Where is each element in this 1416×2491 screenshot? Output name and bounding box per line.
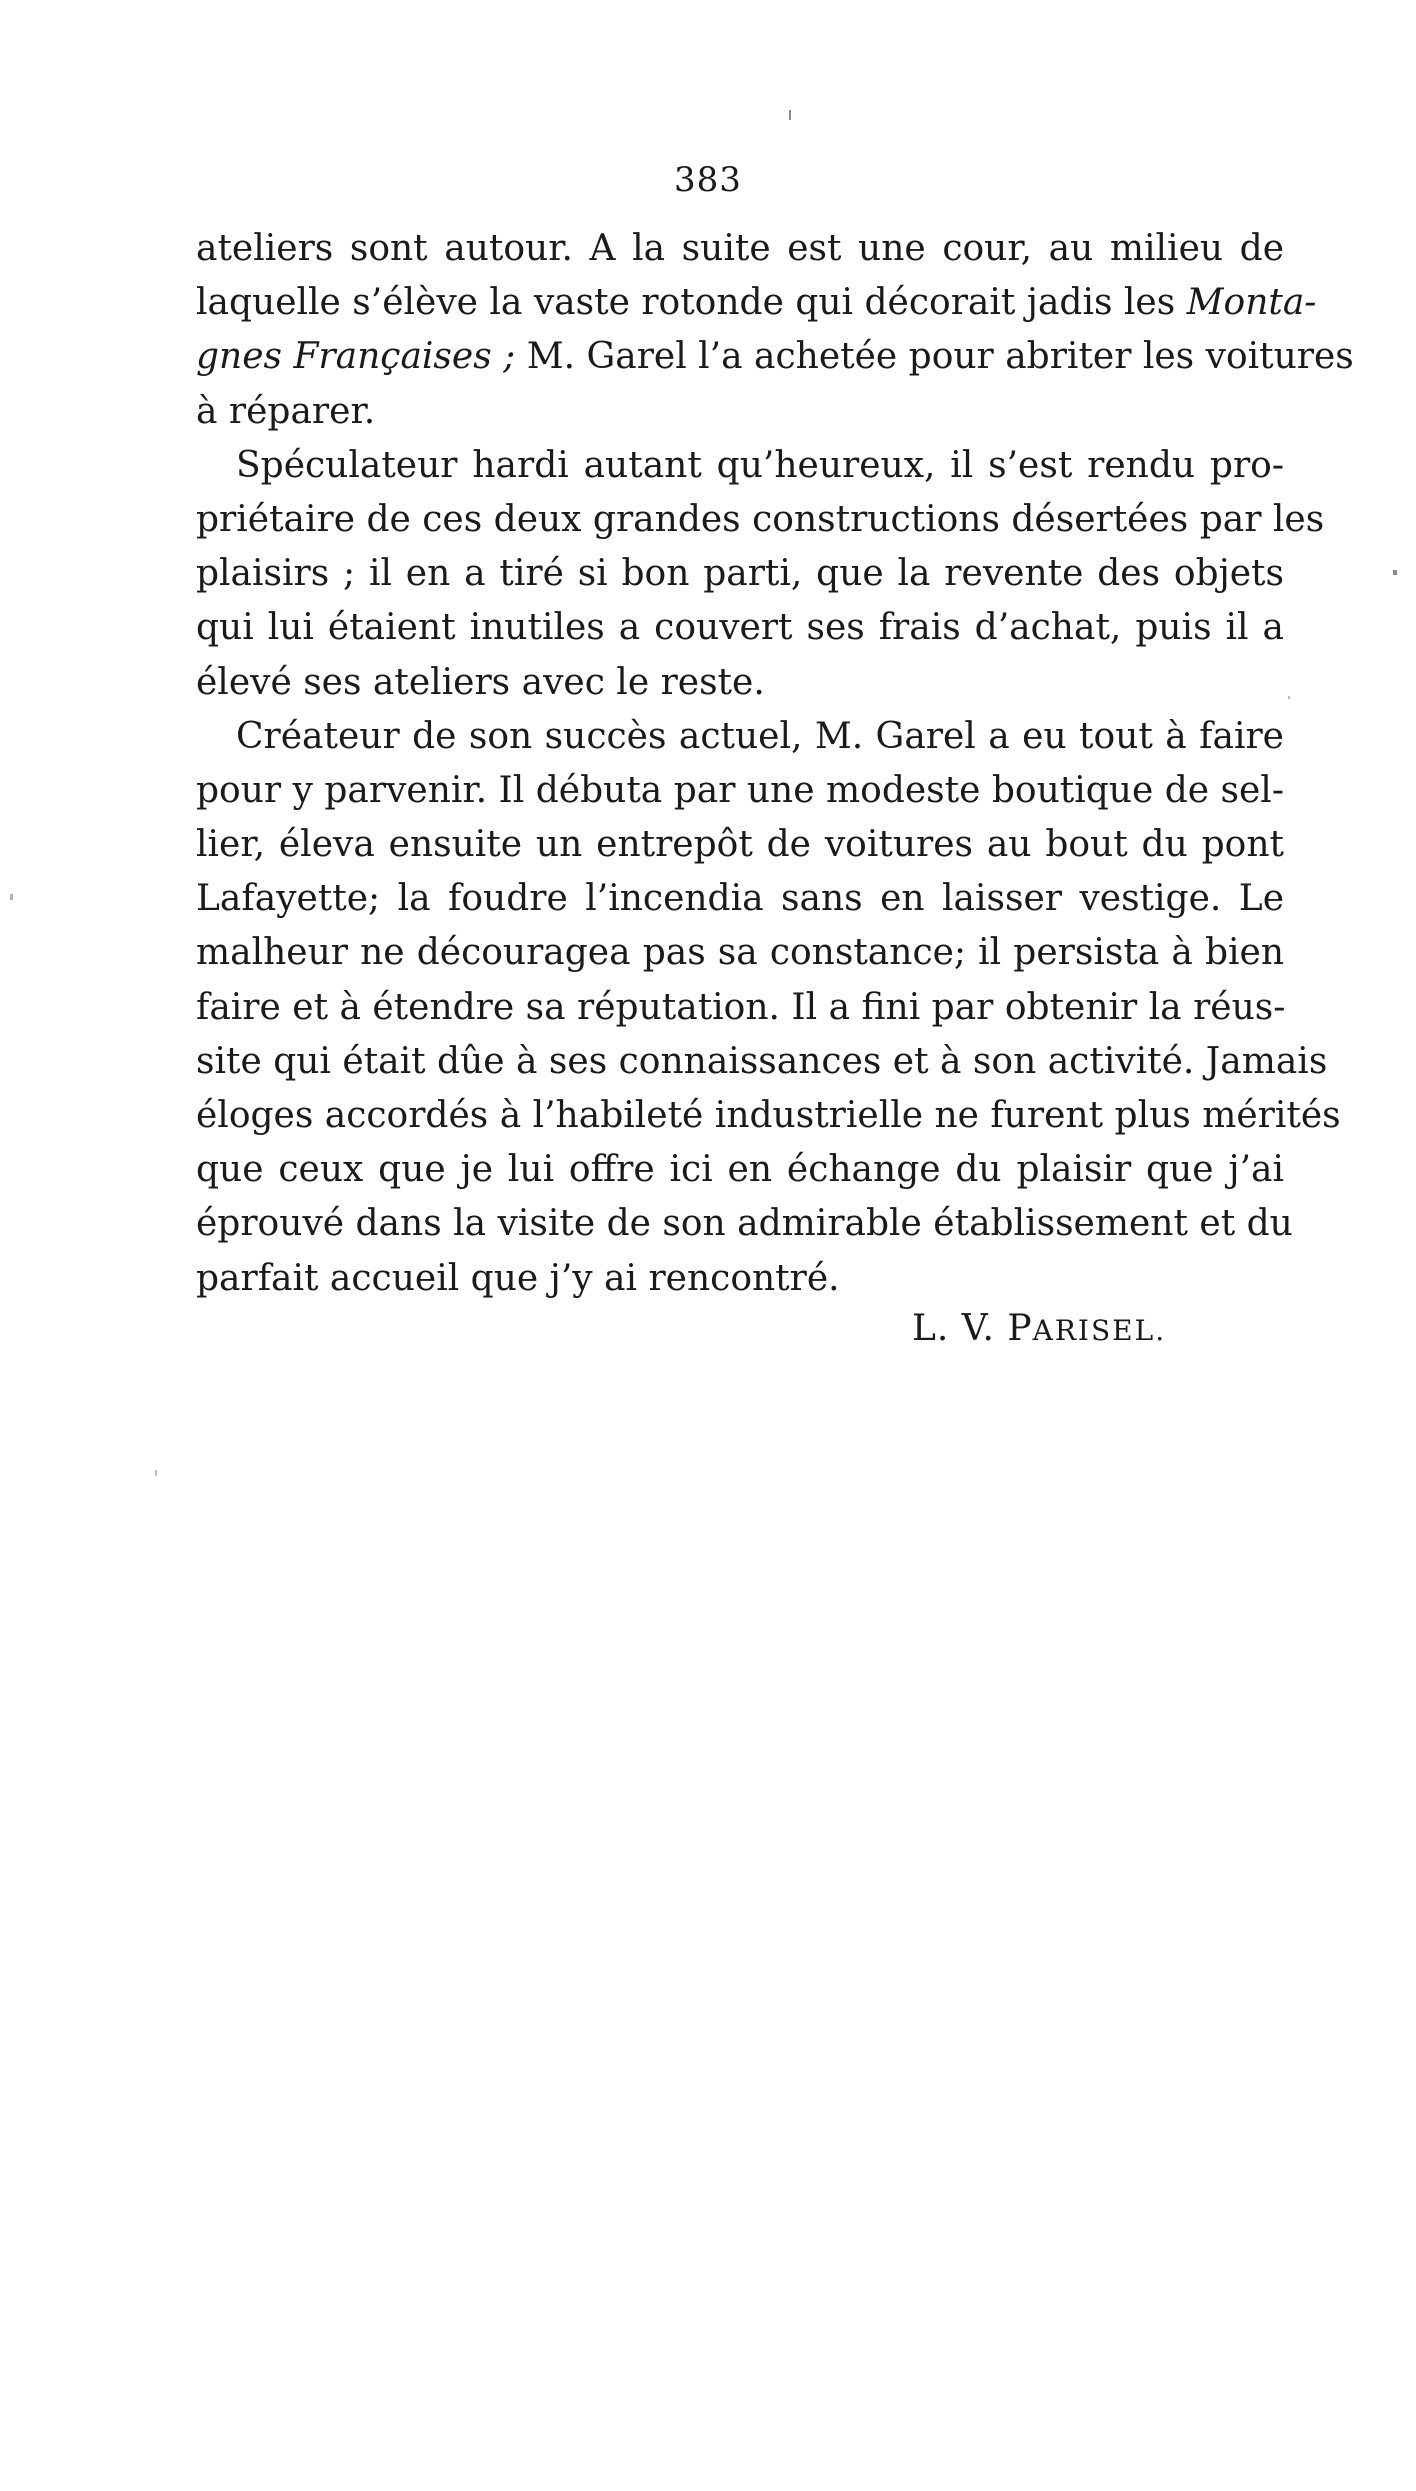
- text-run: M. Garel l’a achetée pour abriter les voitures: [526, 336, 1354, 378]
- text-line: [196, 276, 1317, 330]
- scan-speck: [789, 110, 791, 120]
- text-line: [196, 872, 1284, 926]
- text-run: lier, éleva ensuite un entrepôt de voitures au bout du pont: [196, 824, 1284, 866]
- text-run: ateliers sont autour. A la suite est une cour, au milieu de: [196, 228, 1284, 269]
- text-line: [196, 710, 1284, 764]
- text-run: pour y parvenir. Il débuta par une modeste boutique de sel-: [196, 769, 1284, 811]
- text-run: malheur ne découragea pas sa constance; il persista à bien: [196, 932, 1284, 974]
- text-line: [196, 493, 1325, 547]
- text-line: [196, 330, 1354, 384]
- text-line: [196, 1197, 1293, 1251]
- text-run: que ceux que je lui offre ici en échange du plaisir que j’ai: [196, 1149, 1284, 1191]
- page-number: 383: [674, 160, 742, 200]
- signature-initials: L. V. P: [912, 1308, 1033, 1349]
- body-text: [196, 222, 1354, 1306]
- text-run: Créateur de son succès actuel, M. Garel a eu tout à faire: [236, 715, 1284, 757]
- scan-speck: [155, 1470, 157, 1476]
- text-run: faire et à étendre sa réputation. Il a fini par obtenir la réus-: [196, 986, 1286, 1028]
- italic-text-run: Monta-: [1186, 282, 1317, 324]
- text-line: [196, 547, 1284, 601]
- text-run: éprouvé dans la visite de son admirable établissement et du: [196, 1203, 1293, 1245]
- text-line: [196, 1252, 1284, 1306]
- text-line: [196, 439, 1284, 493]
- text-run: parfait accueil que j’y ai rencontré.: [196, 1257, 840, 1299]
- text-line: [196, 1143, 1284, 1197]
- text-run: élevé ses ateliers avec le reste.: [196, 661, 765, 703]
- text-run: site qui était dûe à ses connaissances et à son activité. Jamais: [196, 1040, 1328, 1082]
- text-run: priétaire de ces deux grandes constructions désertées par les: [196, 498, 1325, 540]
- scan-speck: [1393, 570, 1397, 575]
- text-run: Spéculateur hardi autant qu’heureux, il s’est rendu pro-: [236, 444, 1284, 486]
- text-run: à réparer.: [196, 390, 376, 432]
- italic-text-run: gnes Françaises ;: [196, 336, 516, 378]
- text-run: éloges accordés à l’habileté industrielle ne furent plus mérités: [196, 1095, 1341, 1136]
- author-signature: [912, 1302, 1166, 1358]
- text-run: laquelle s’élève la vaste rotonde qui décorait jadis les: [196, 282, 1176, 324]
- text-line: [196, 926, 1284, 980]
- scan-speck: [10, 894, 13, 900]
- text-run: qui lui étaient inutiles a couvert ses frais d’achat, puis il a: [196, 607, 1284, 649]
- text-run: plaisirs ; il en a tiré si bon parti, que la revente des objets: [196, 553, 1284, 595]
- text-line: [196, 1089, 1341, 1143]
- text-line: [196, 601, 1284, 655]
- signature-surname: ARISEL.: [1032, 1314, 1167, 1347]
- text-run: Lafayette; la foudre l’incendia sans en laisser vestige. Le: [196, 878, 1284, 920]
- text-line: [196, 656, 1284, 710]
- text-line: [196, 818, 1284, 872]
- text-line: [196, 222, 1284, 276]
- text-line: [196, 385, 1284, 439]
- text-line: [196, 764, 1284, 818]
- text-line: [196, 981, 1284, 1035]
- scan-speck: [1288, 696, 1290, 699]
- text-line: [196, 1035, 1328, 1089]
